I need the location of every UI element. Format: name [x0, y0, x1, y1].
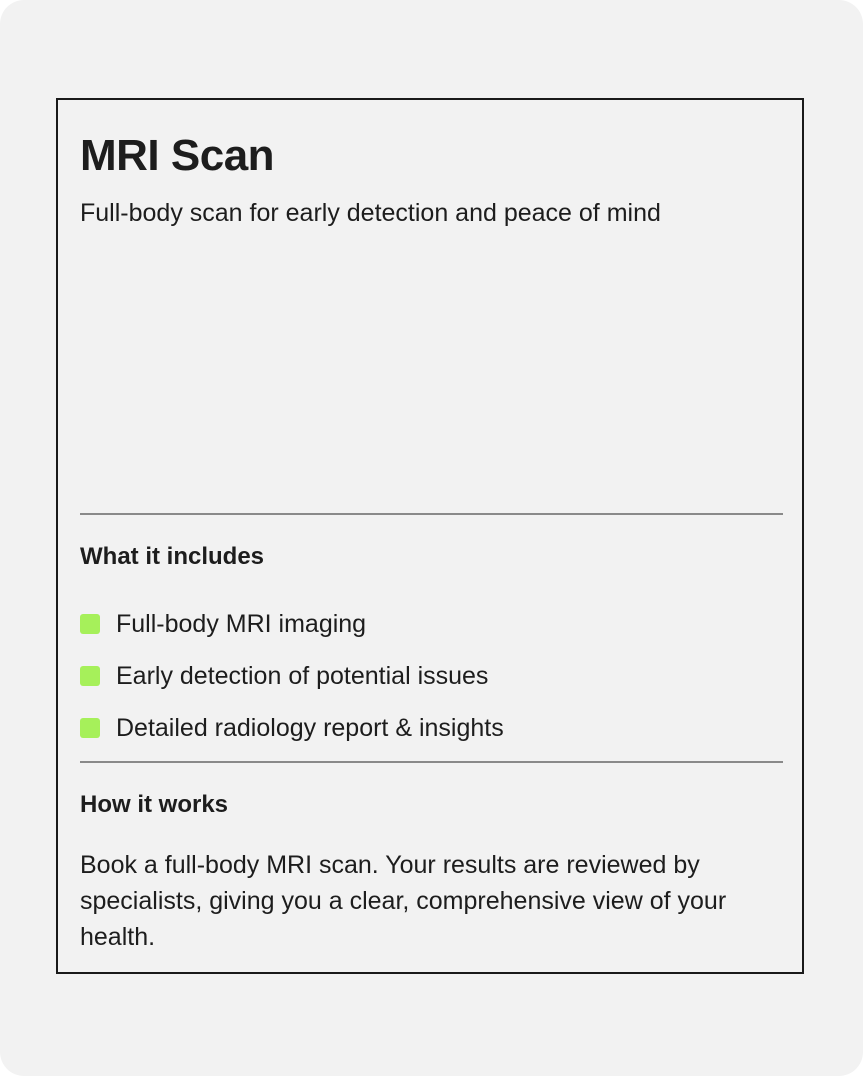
list-item [80, 702, 504, 754]
square-bullet-icon [80, 614, 100, 634]
list-item [80, 598, 504, 650]
how-it-works-heading: How it works [80, 791, 229, 818]
divider [80, 513, 783, 515]
card-subtitle: Full-body scan for early detection and peace of mind [80, 199, 661, 227]
card-title: MRI Scan [80, 131, 275, 180]
includes-heading: What it includes [80, 543, 265, 570]
list-item-label: Detailed radiology report & insights [116, 714, 504, 742]
list-item [80, 650, 504, 702]
list-item-label: Early detection of potential issues [116, 662, 489, 690]
includes-list [80, 598, 504, 754]
how-it-works-description: Book a full-body MRI scan. Your results are reviewed by specialists, giving you a clear, comprehensive view of your health. [80, 851, 727, 951]
square-bullet-icon [80, 718, 100, 738]
list-item-label: Full-body MRI imaging [116, 610, 367, 638]
divider [80, 761, 783, 763]
square-bullet-icon [80, 666, 100, 686]
